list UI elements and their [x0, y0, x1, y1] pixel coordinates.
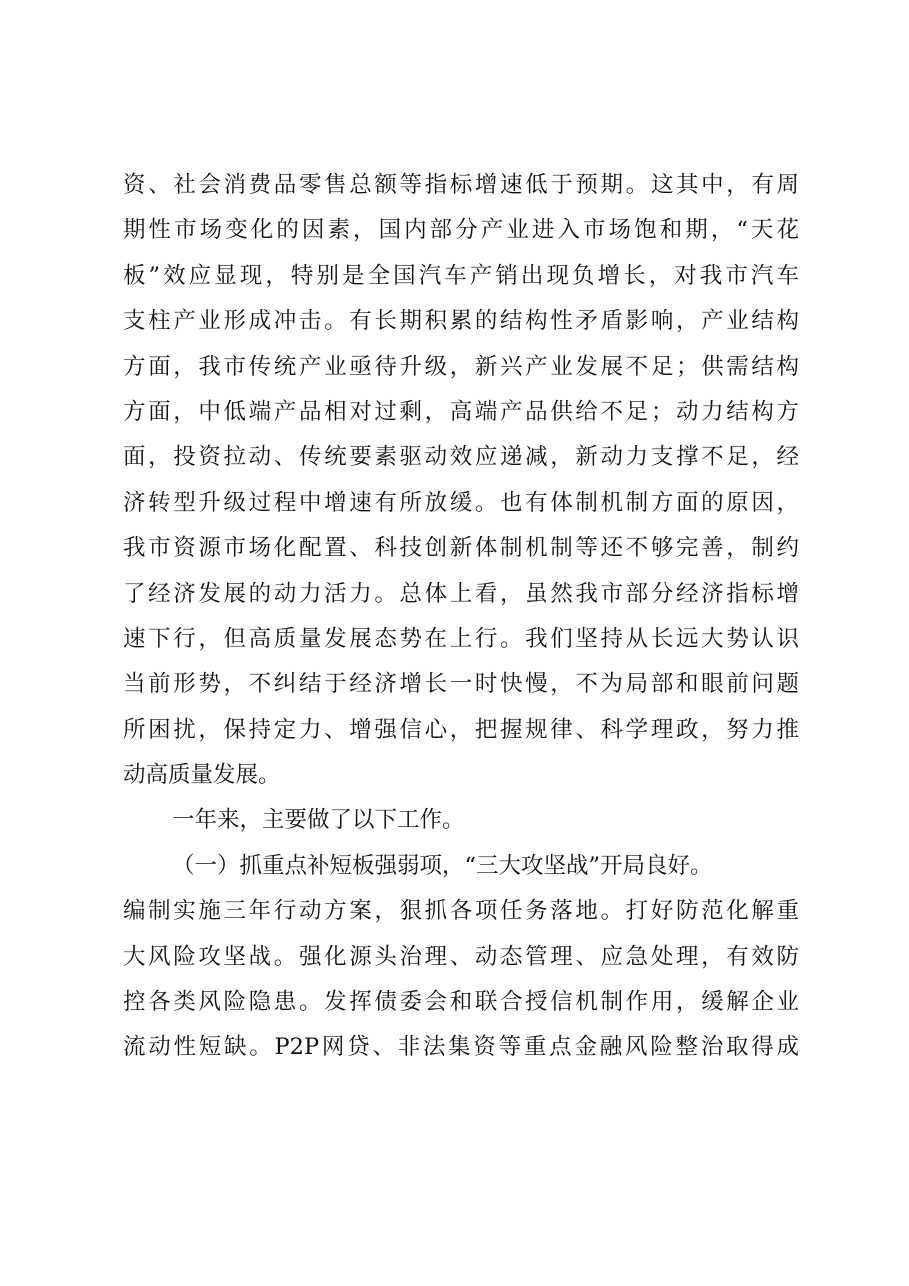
text-line: 方面，中低端产品相对过剩，高端产品供给不足；动力结构方 — [123, 398, 799, 425]
text-line: 动高质量发展。 — [123, 762, 281, 789]
text-line: 面，投资拉动、传统要素驱动效应递减，新动力支撑不足，经 — [123, 444, 799, 471]
text-line: 支柱产业形成冲击。有长期积累的结构性矛盾影响，产业结构 — [123, 308, 799, 335]
text-line: 编制实施三年行动方案，狠抓各项任务落地。打好防范化解重 — [123, 898, 799, 925]
text-line: 大风险攻坚战。强化源头治理、动态管理、应急处理，有效防 — [123, 943, 799, 970]
text-line: 所困扰，保持定力、增强信心，把握规律、科学理政，努力推 — [123, 716, 799, 743]
text-line: 期性市场变化的因素，国内部分产业进入市场饱和期，“天花 — [123, 217, 799, 244]
text-line: 当前形势，不纠结于经济增长一时快慢，不为局部和眼前问题 — [123, 671, 799, 698]
text-line: 流动性短缺。P2P网贷、非法集资等重点金融风险整治取得成 — [123, 1034, 799, 1061]
paragraph-intro-line: 一年来，主要做了以下工作。 — [172, 807, 465, 834]
text-line: 资、社会消费品零售总额等指标增速低于预期。这其中，有周 — [123, 172, 799, 198]
section-heading-line: （一）抓重点补短板强弱项，“三大攻坚战”开局良好。 — [172, 852, 713, 879]
text-line: 速下行，但高质量发展态势在上行。我们坚持从长远大势认识 — [123, 625, 799, 652]
text-line: 控各类风险隐患。发挥债委会和联合授信机制作用，缓解企业 — [123, 989, 799, 1016]
text-line: 我市资源市场化配置、科技创新体制机制等还不够完善，制约 — [123, 535, 799, 562]
text-line: 了经济发展的动力活力。总体上看，虽然我市部分经济指标增 — [123, 580, 799, 607]
text-line: 板”效应显现，特别是全国汽车产销出现负增长，对我市汽车 — [123, 262, 799, 289]
text-line: 济转型升级过程中增速有所放缓。也有体制机制方面的原因， — [123, 489, 799, 516]
body-text — [123, 163, 799, 1071]
text-line: 方面，我市传统产业亟待升级，新兴产业发展不足；供需结构 — [123, 353, 799, 380]
